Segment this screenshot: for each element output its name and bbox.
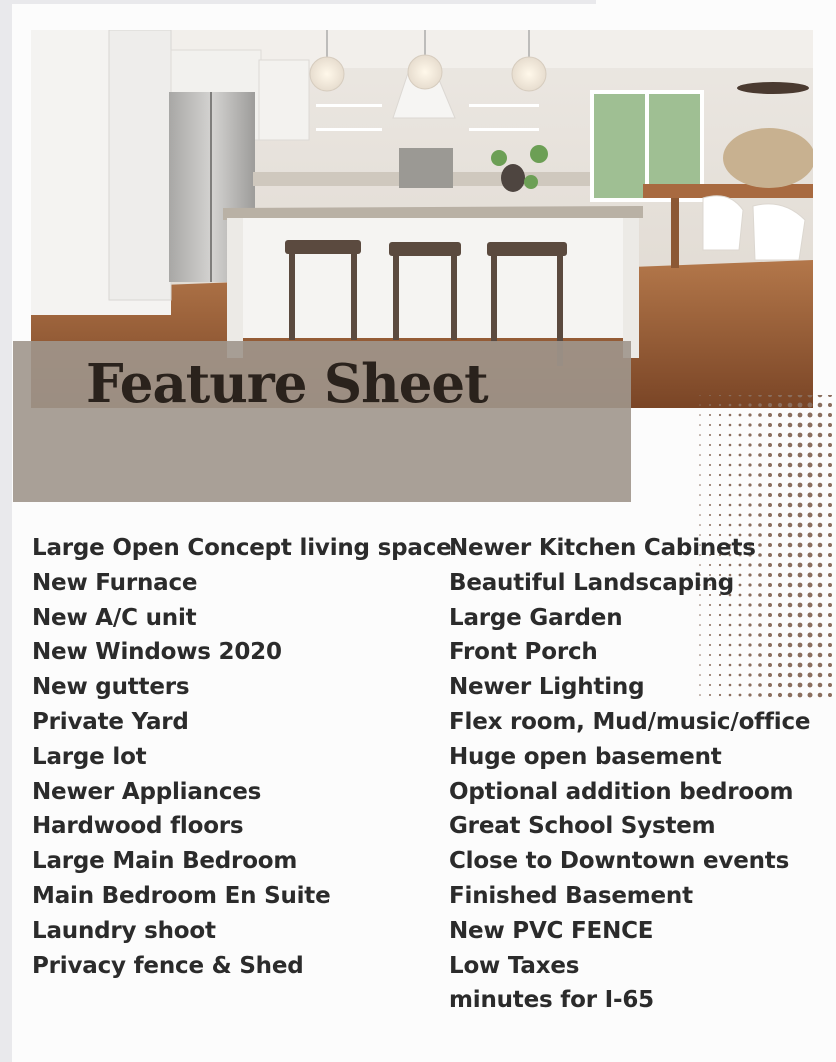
feature-item: Great School System <box>449 813 716 840</box>
feature-item: Main Bedroom En Suite <box>32 882 331 909</box>
feature-item: Laundry shoot <box>32 917 216 944</box>
feature-item: New PVC FENCE <box>449 917 654 944</box>
feature-item: Beautiful Landscaping <box>449 569 735 596</box>
feature-item: New Windows 2020 <box>32 639 282 666</box>
features-list-left <box>32 531 452 983</box>
page-title: Feature Sheet <box>86 353 488 415</box>
feature-item: Finished Basement <box>449 882 693 909</box>
feature-item: Large lot <box>32 743 147 770</box>
feature-item: Newer Lighting <box>449 674 645 701</box>
feature-item: Optional addition bedroom <box>449 778 794 805</box>
feature-item: Large Garden <box>449 604 623 631</box>
feature-item: Flex room, Mud/music/office <box>449 708 811 735</box>
feature-item: Close to Downtown events <box>449 848 790 875</box>
feature-item: New gutters <box>32 674 190 701</box>
feature-item: minutes for I-65 <box>449 987 654 1014</box>
feature-item: Front Porch <box>449 639 598 666</box>
page-frame-left <box>0 0 12 1062</box>
feature-item: Large Open Concept living space <box>32 535 452 561</box>
feature-item: Private Yard <box>32 708 189 735</box>
feature-item: Newer Kitchen Cabinets <box>449 535 756 561</box>
features-list-right <box>449 531 810 1018</box>
feature-item: New Furnace <box>32 569 198 596</box>
feature-item: New A/C unit <box>32 604 197 631</box>
feature-item: Privacy fence & Shed <box>32 952 304 979</box>
feature-item: Hardwood floors <box>32 813 244 840</box>
feature-item: Large Main Bedroom <box>32 848 298 875</box>
page-frame-top <box>0 0 596 4</box>
feature-item: Low Taxes <box>449 952 580 979</box>
feature-item: Newer Appliances <box>32 778 262 805</box>
feature-item: Huge open basement <box>449 743 722 770</box>
